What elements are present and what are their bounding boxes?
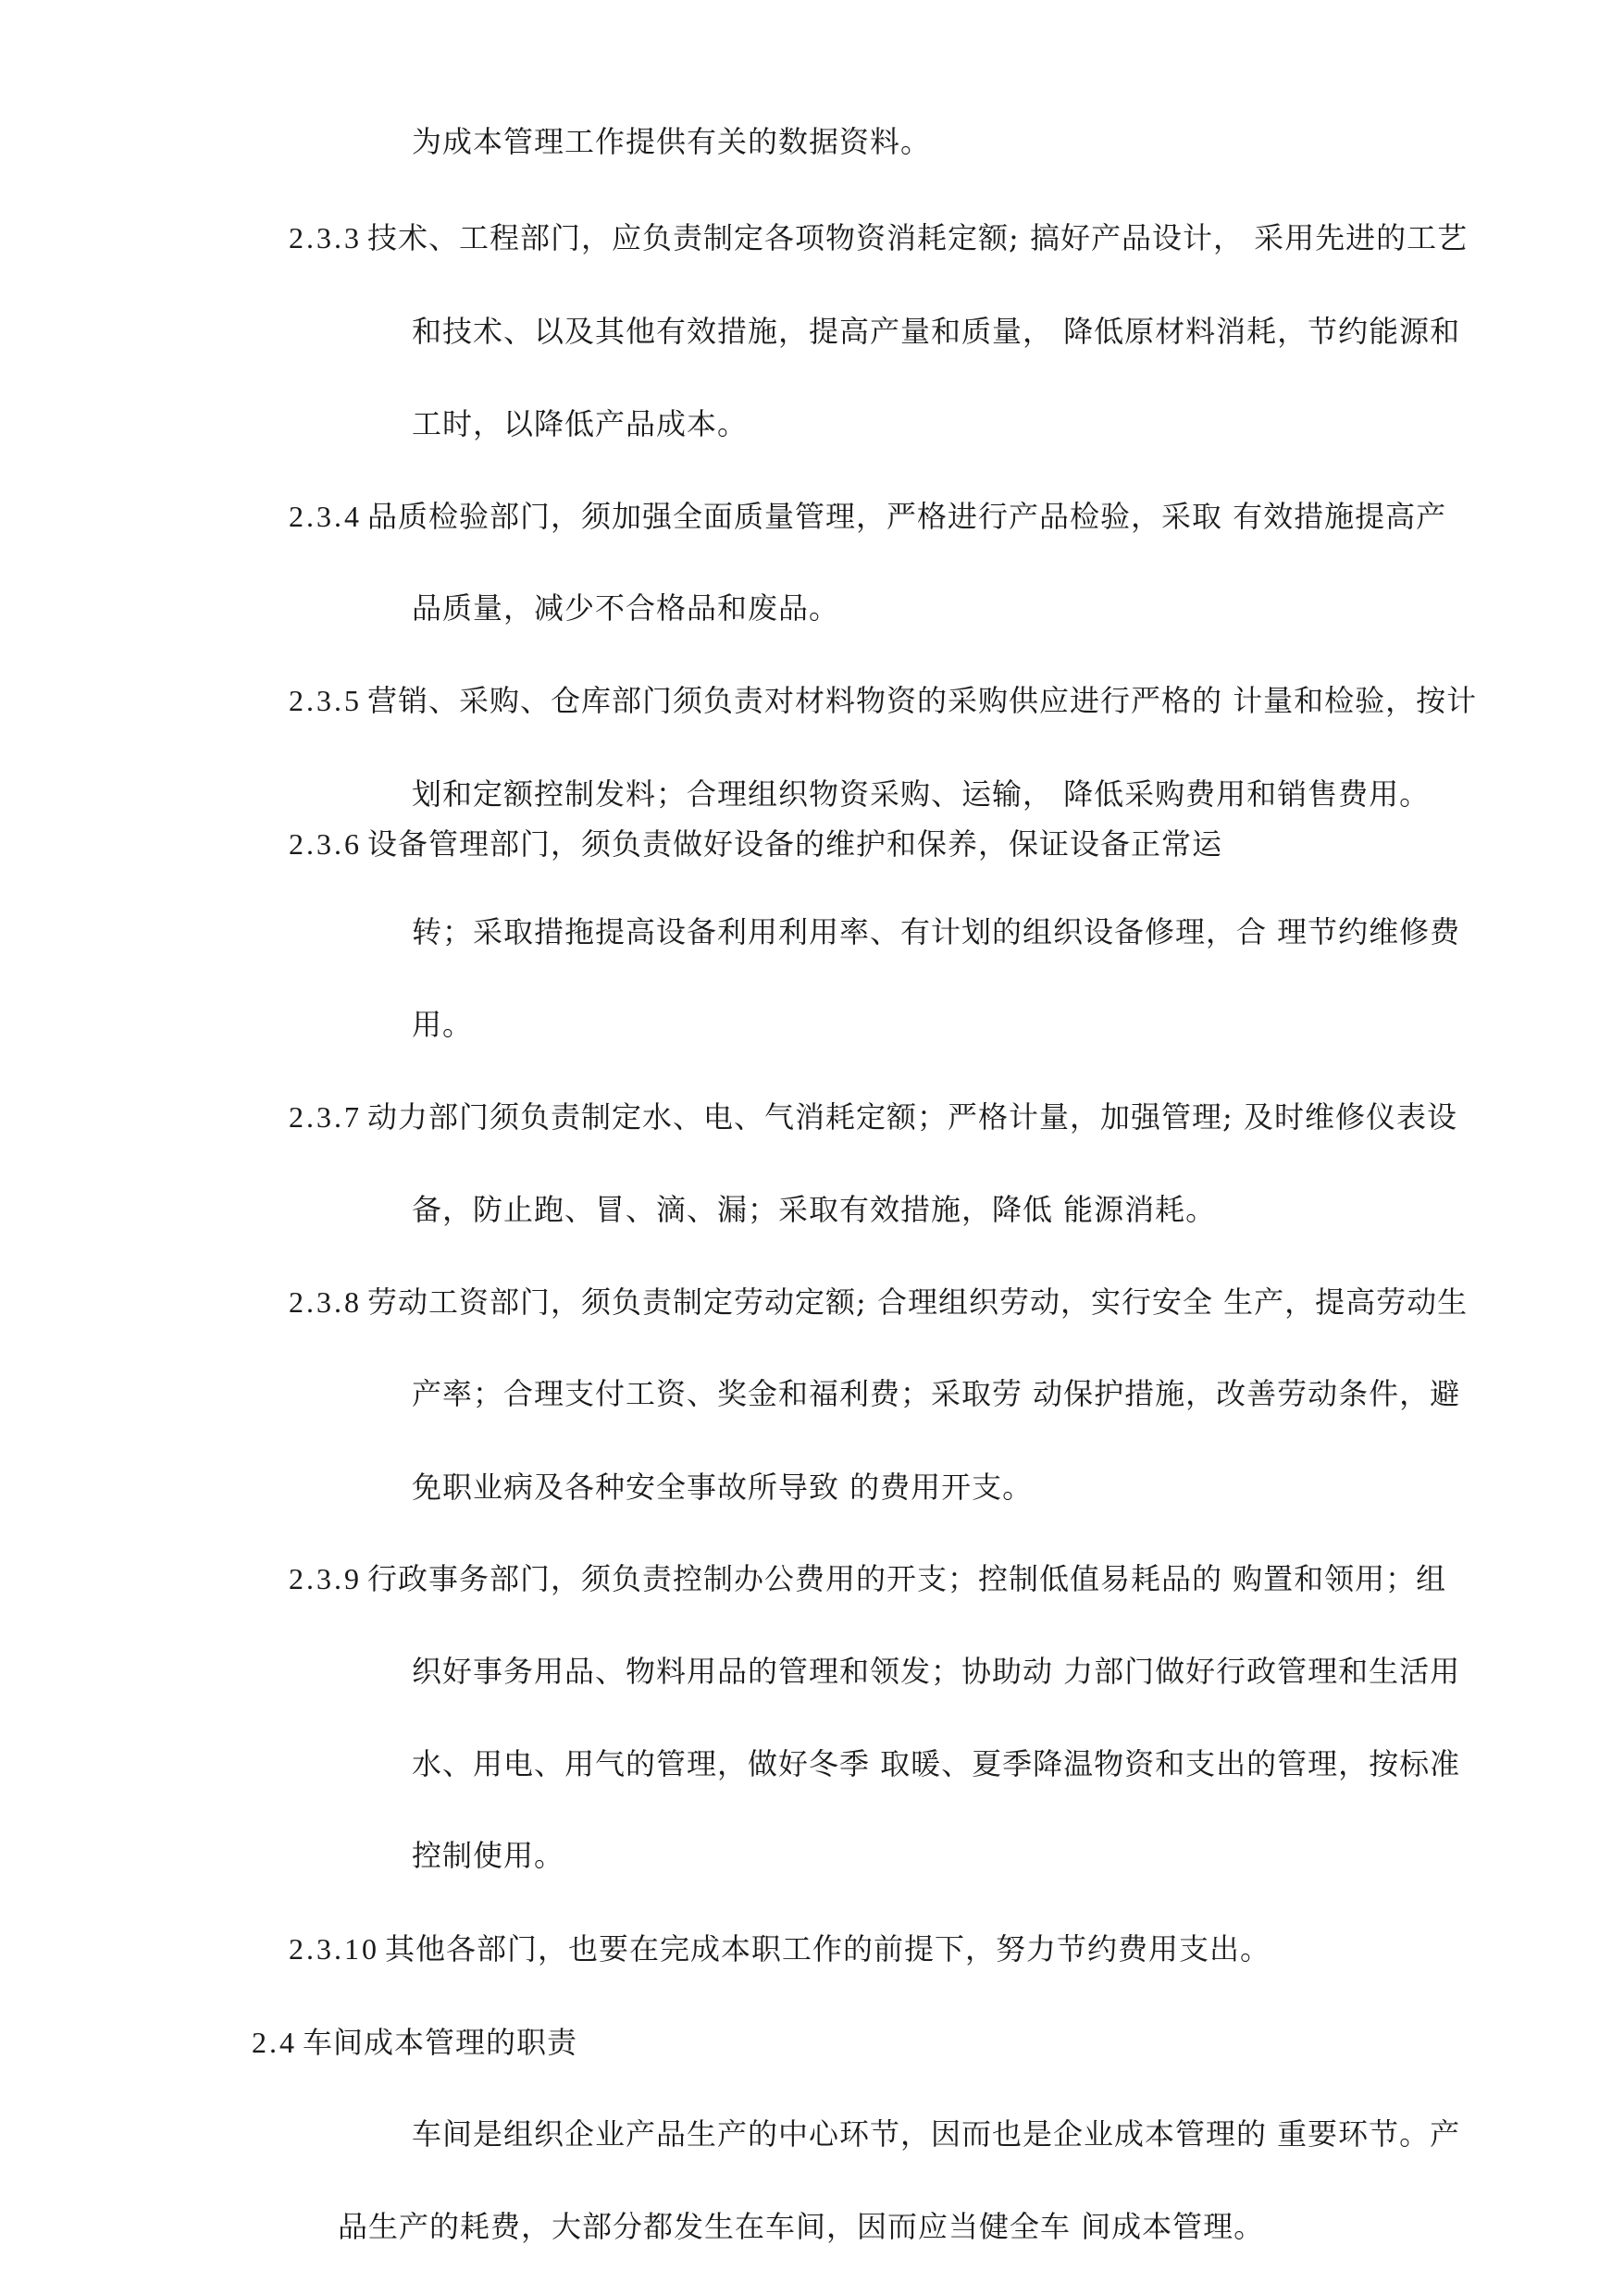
- text-line: 水、用电、用气的管理，做好冬季 取暖、夏季降温物资和支出的管理，按标准: [412, 1746, 1461, 1781]
- text-line: 织好事务用品、物料用品的管理和领发；协助动 力部门做好行政管理和生活用: [412, 1654, 1461, 1689]
- clause-number: 2.3.5: [289, 684, 362, 717]
- text-line: 品质量，减少不合格品和废品。: [412, 590, 840, 626]
- clause-2-3-6: 2.3.6 设备管理部门，须负责做好设备的维护和保养，保证设备正常运: [289, 826, 1223, 862]
- section-number: 2.4: [252, 2026, 297, 2059]
- text-line: 划和定额控制发料；合理组织物资采购、运输， 降低采购费用和销售费用。: [412, 776, 1431, 812]
- text-line: 为成本管理工作提供有关的数据资料。: [412, 124, 932, 159]
- clause-2-3-3: 2.3.3 技术、工程部门，应负责制定各项物资消耗定额; 搞好产品设计， 采用先进的工艺: [289, 220, 1469, 255]
- section-heading-2-4: 2.4 车间成本管理的职责: [252, 2025, 578, 2060]
- text-line: 工时，以降低产品成本。: [412, 406, 749, 441]
- text-line: 转；采取措拖提高设备利用利用率、有计划的组织设备修理，合 理节约维修费: [412, 914, 1461, 949]
- paragraph-line: 车间是组织企业产品生产的中心环节，因而也是企业成本管理的 重要环节。产: [412, 2116, 1461, 2152]
- paragraph-line: 品生产的耗费，大部分都发生在车间，因而应当健全车 间成本管理。: [338, 2209, 1265, 2244]
- clause-2-3-7: 2.3.7 动力部门须负责制定水、电、气消耗定额；严格计量，加强管理; 及时维修仪表设: [289, 1099, 1457, 1135]
- clause-2-3-9: 2.3.9 行政事务部门，须负责控制办公费用的开支；控制低值易耗品的 购置和领用；组: [289, 1561, 1447, 1596]
- text-line: 备，防止跑、冒、滴、漏；采取有效措施，降低 能源消耗。: [412, 1192, 1217, 1227]
- text-line: 和技术、以及其他有效措施，提高产量和质量， 降低原材料消耗，节约能源和: [412, 314, 1461, 349]
- text-line: 免职业病及各种安全事故所导致 的费用开支。: [412, 1470, 1034, 1505]
- clause-number: 2.3.10: [289, 1932, 379, 1966]
- clause-2-3-5: 2.3.5 营销、采购、仓库部门须负责对材料物资的采购供应进行严格的 计量和检验，按计: [289, 683, 1478, 718]
- clause-2-3-8: 2.3.8 劳动工资部门，须负责制定劳动定额; 合理组织劳动，实行安全 生产，提高劳动生: [289, 1284, 1469, 1320]
- clause-number: 2.3.8: [289, 1285, 362, 1319]
- clause-number: 2.3.7: [289, 1100, 362, 1134]
- text-line: 控制使用。: [412, 1838, 565, 1873]
- clause-number: 2.3.3: [289, 221, 362, 254]
- clause-2-3-10: 2.3.10 其他各部门，也要在完成本职工作的前提下，努力节约费用支出。: [289, 1931, 1271, 1966]
- clause-number: 2.3.9: [289, 1562, 362, 1595]
- clause-2-3-4: 2.3.4 品质检验部门，须加强全面质量管理，严格进行产品检验，采取 有效措施提高产: [289, 499, 1447, 534]
- text-line: 产率；合理支付工资、奖金和福利费；采取劳 动保护措施，改善劳动条件，避: [412, 1376, 1461, 1411]
- text-line: 用。: [412, 1007, 474, 1042]
- clause-number: 2.3.4: [289, 500, 362, 533]
- clause-number: 2.3.6: [289, 827, 362, 861]
